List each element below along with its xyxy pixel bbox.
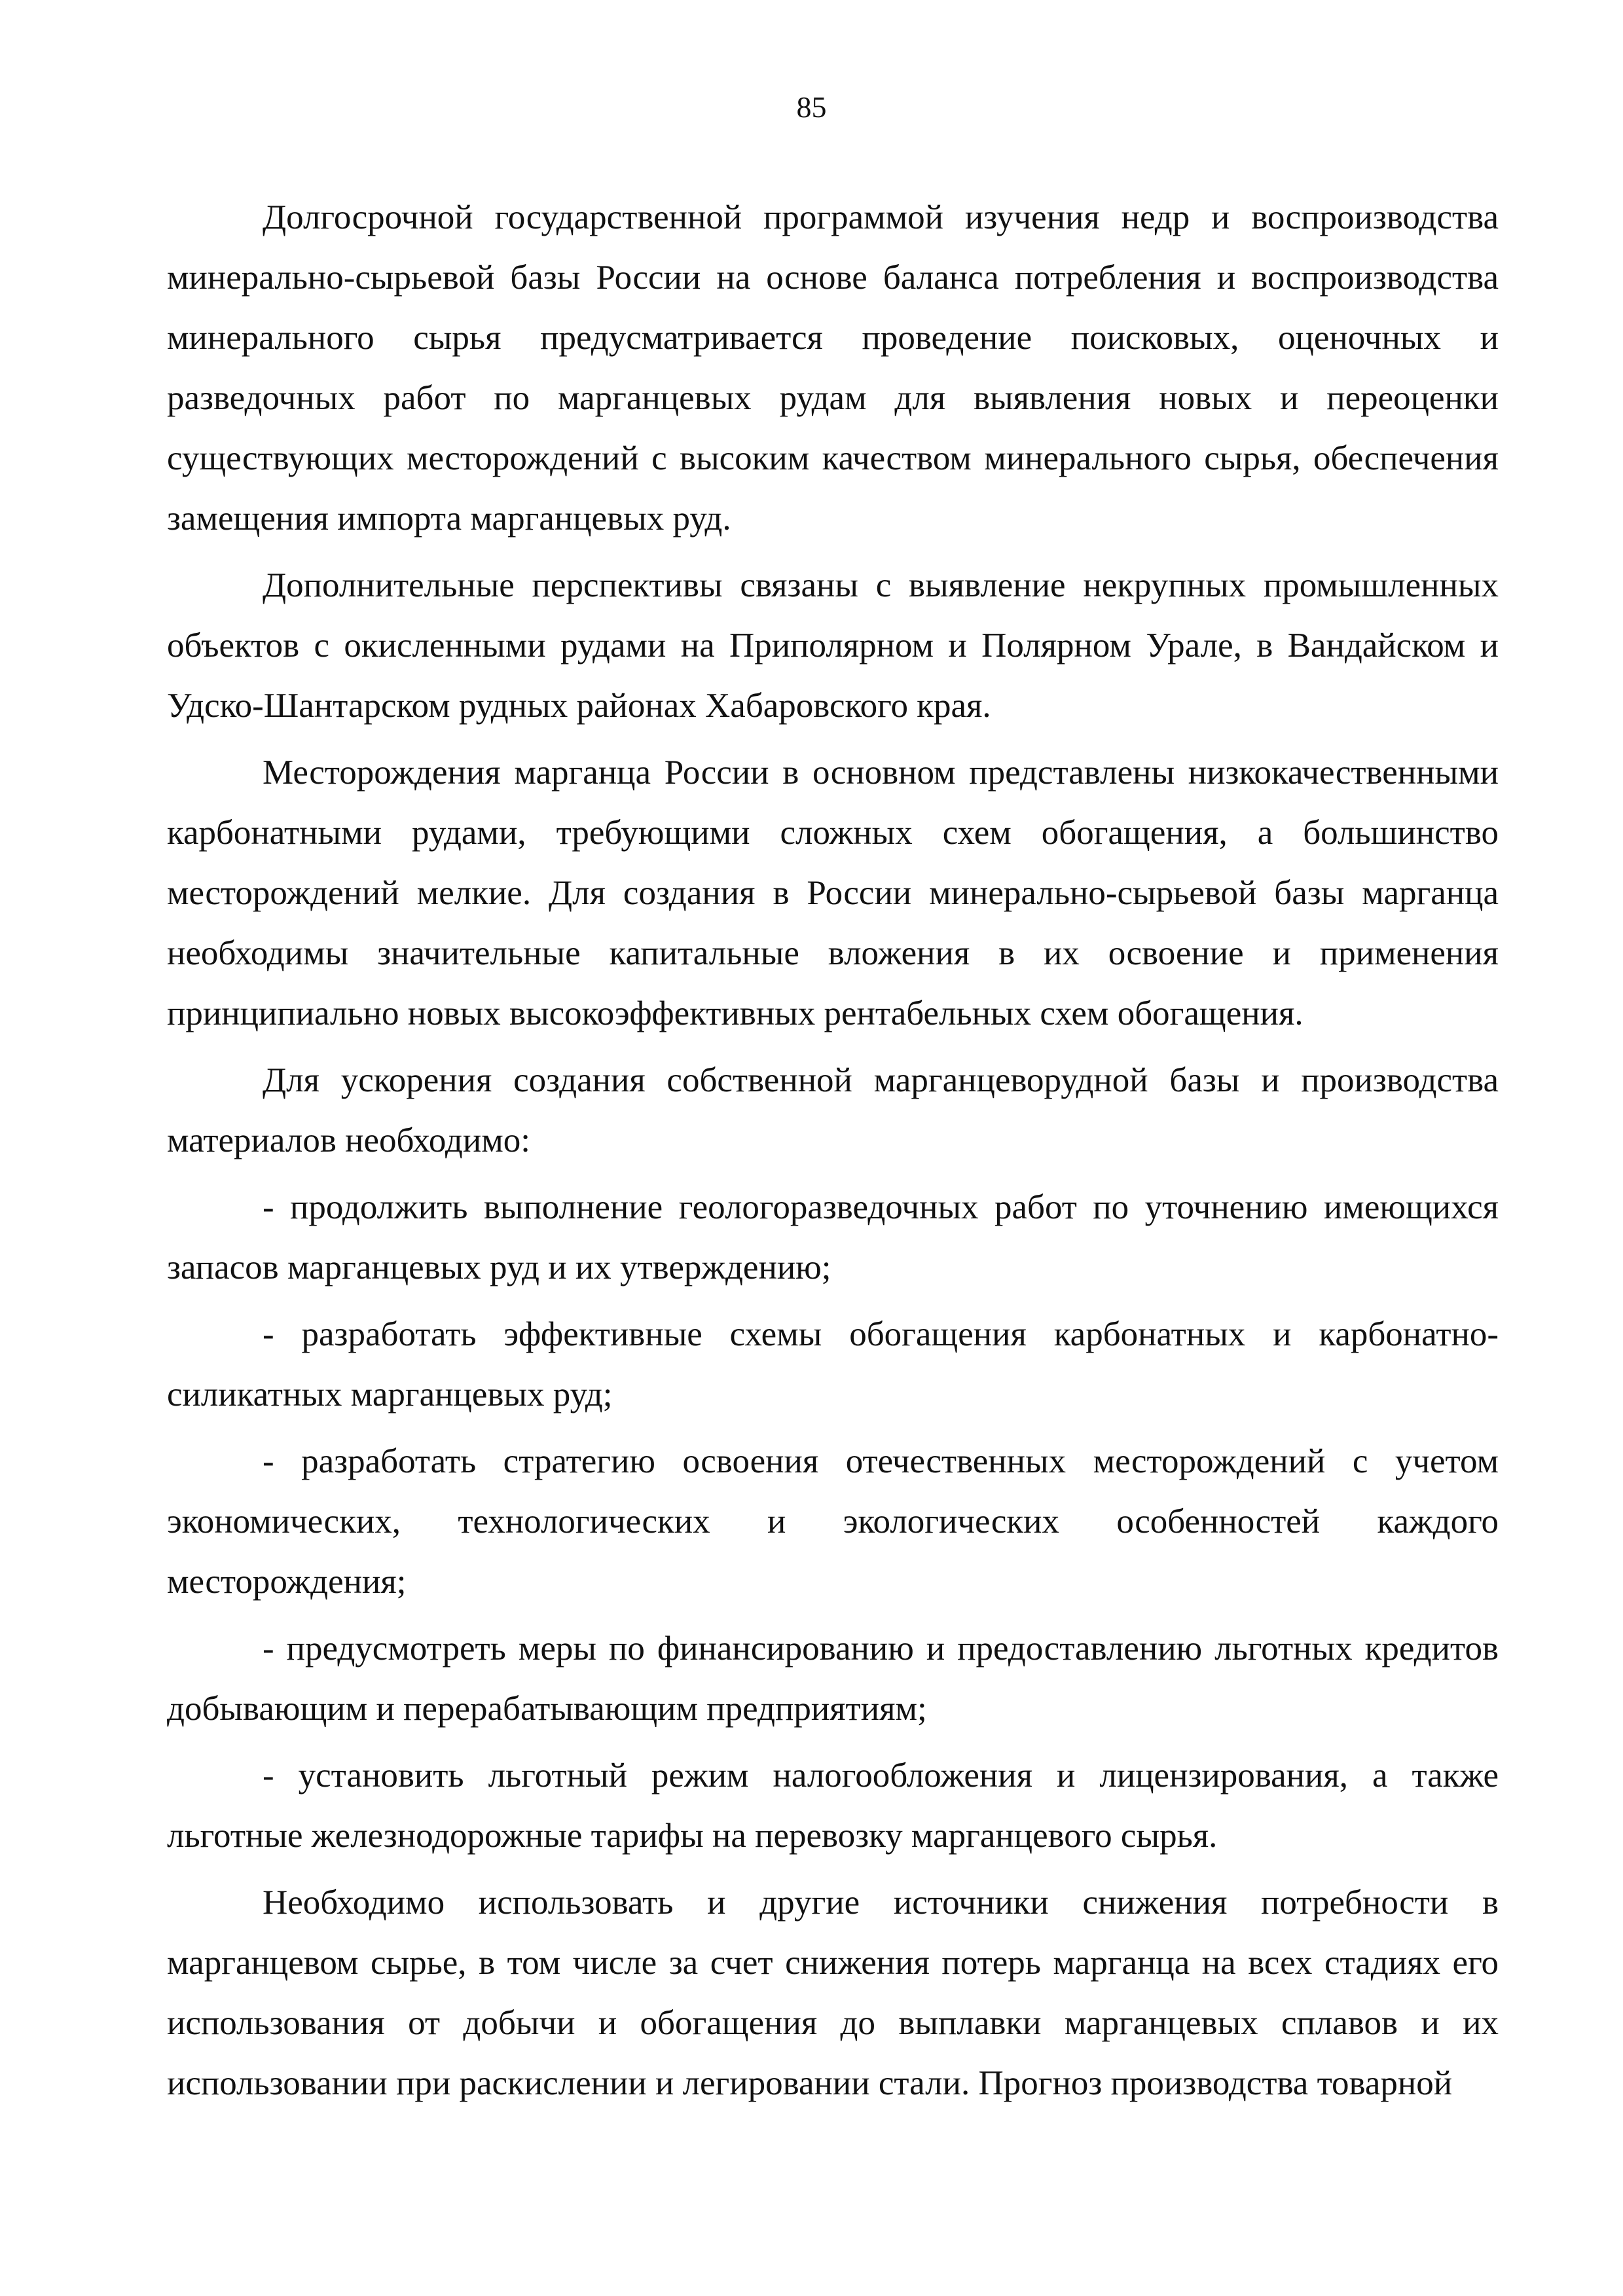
list-item: - разработать стратегию освоения отечественных месторождений с учетом экономических, технологических и экологических особенностей каждого месторождения; [167,1442,1499,1601]
list-item: - разработать эффективные схемы обогащения карбонатных и карбонатно-силикатных марганцевых руд; [167,1315,1499,1413]
paragraph: Месторождения марганца России в основном представлены низкокачественными карбонатными рудами, требующими сложных схем обогащения, а большинство месторождений мелкие. Для создания в России минерально-сырьевой базы марганца необходимы значительные капитальные вложения в их освоение и применения принципиально новых высокоэффективных рентабельных схем обогащения. [167,754,1499,1032]
document-body [167,187,1499,2113]
paragraph: Необходимо использовать и другие источники снижения потребности в марганцевом сырье, в том числе за счет снижения потерь марганца на всех стадиях его использования от добычи и обогащения до выплавки марганцевых сплавов и их использовании при раскислении и легировании стали. Прогноз производства товарной [167,1884,1499,2102]
paragraph: Дополнительные перспективы связаны с выявление некрупных промышленных объектов с окисленными рудами на Приполярном и Полярном Урале, в Вандайском и Удско-Шантарском рудных районах Хабаровского края. [167,566,1499,725]
page-number: 85 [796,90,827,124]
paragraph: Долгосрочной государственной программой изучения недр и воспроизводства минерально-сырьевой базы России на основе баланса потребления и воспроизводства минерального сырья предусматривается проведение поисковых, оценочных и разведочных работ по марганцевых рудам для выявления новых и переоценки существующих месторождений с высоким качеством минерального сырья, обеспечения замещения импорта марганцевых руд. [167,198,1499,538]
list-item: - установить льготный режим налогообложения и лицензирования, а также льготные железнодорожные тарифы на перевозку марганцевого сырья. [167,1757,1499,1855]
list-item: - предусмотреть меры по финансированию и предоставлению льготных кредитов добывающим и перерабатывающим предприятиям; [167,1630,1499,1728]
list-item: - продолжить выполнение геологоразведочных работ по уточнению имеющихся запасов марганцевых руд и их утверждению; [167,1188,1499,1286]
paragraph: Для ускорения создания собственной марганцеворудной базы и производства материалов необходимо: [167,1061,1499,1159]
